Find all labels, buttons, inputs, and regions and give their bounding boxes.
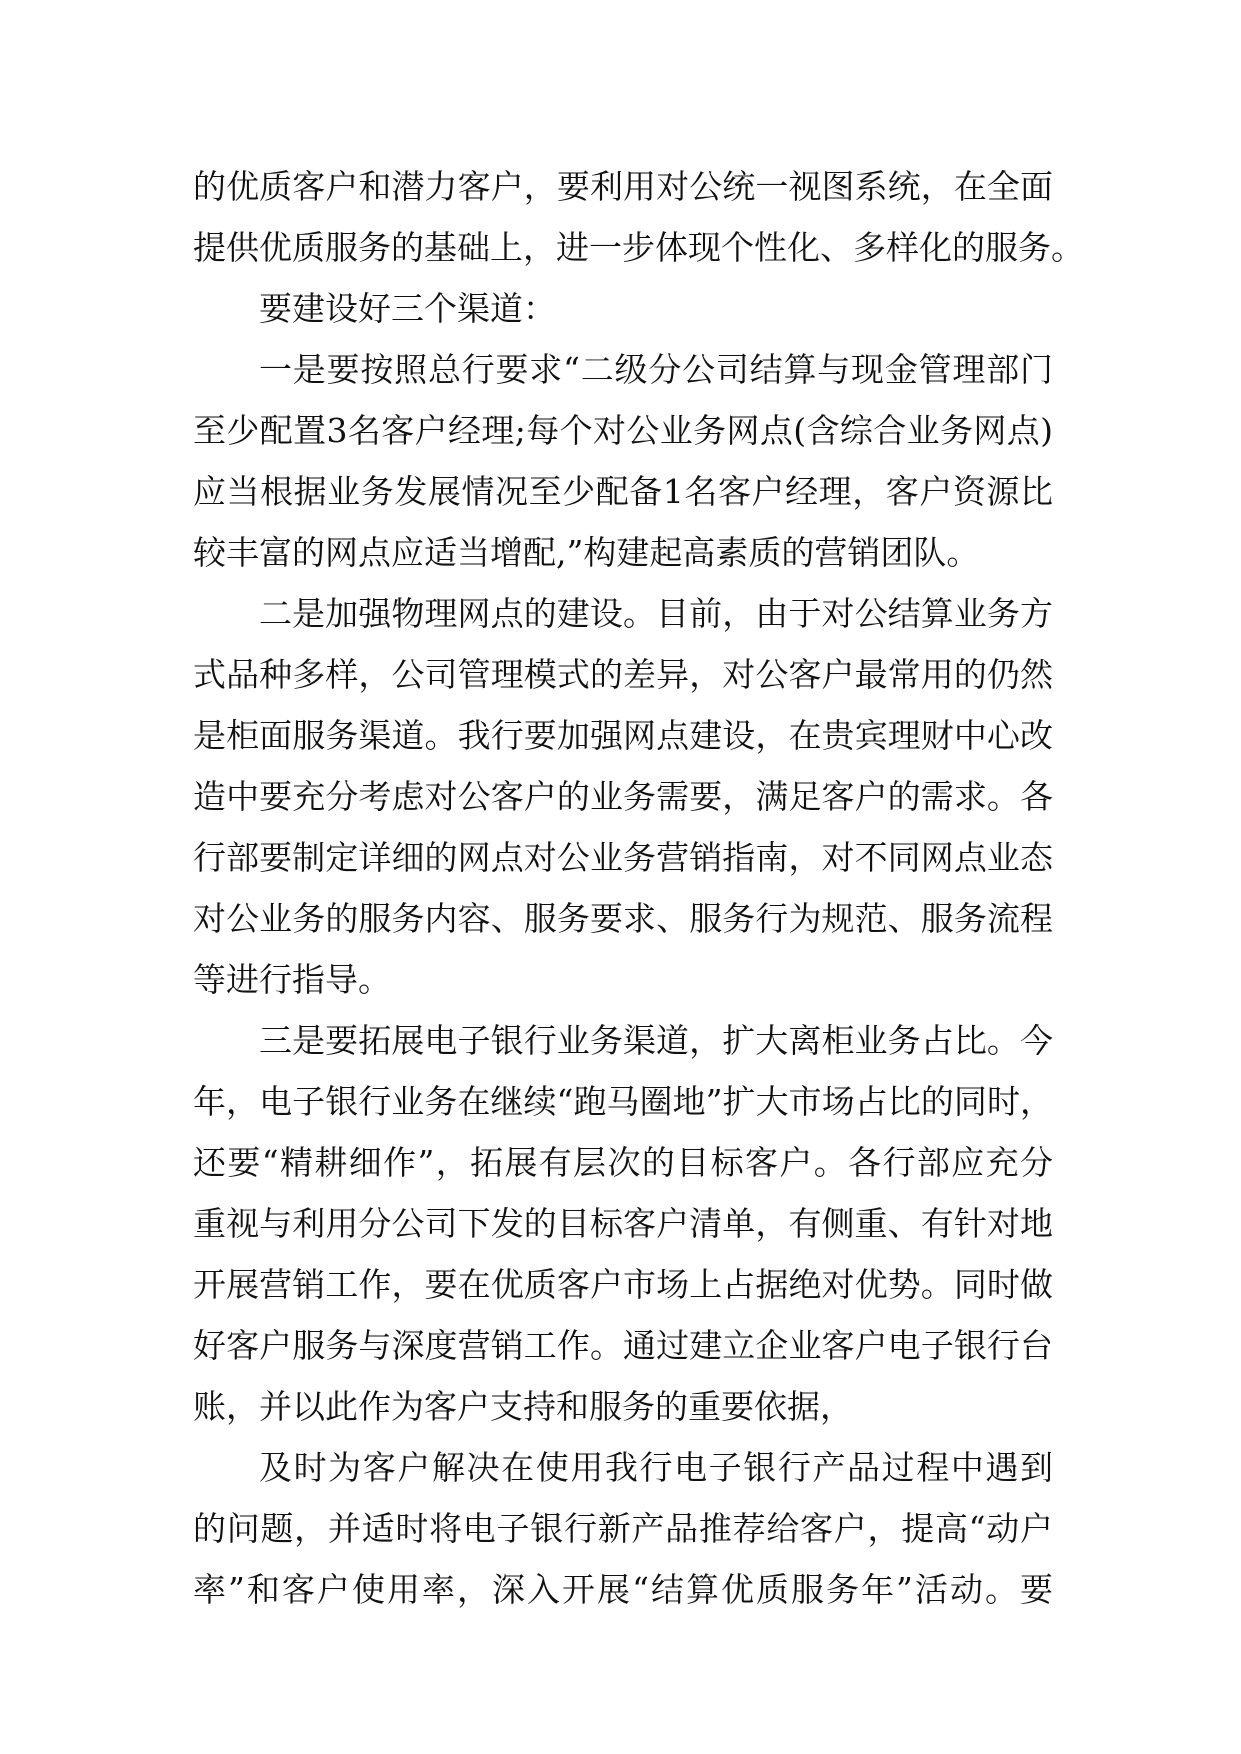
text-line: 还要“精耕细作”，拓展有层次的目标客户。各行部应充分 [193, 1143, 1053, 1182]
text-line: 式品种多样，公司管理模式的差异，对公客户最常用的仍然 [193, 655, 1053, 694]
text-line: 应当根据业务发展情况至少配备1名客户经理，客户资源比 [193, 472, 1053, 511]
text-line: 等进行指导。 [193, 960, 391, 999]
text-line: 三是要拓展电子银行业务渠道，扩大离柜业务占比。今 [259, 1021, 1053, 1060]
text-line: 要建设好三个渠道： [259, 289, 556, 328]
text-line: 重视与利用分公司下发的目标客户清单，有侧重、有针对地 [193, 1204, 1053, 1243]
document-body [193, 156, 1084, 1620]
text-line: 是柜面服务渠道。我行要加强网点建设，在贵宾理财中心改 [193, 716, 1053, 755]
text-line: 账，并以此作为客户支持和服务的重要依据， [193, 1387, 853, 1426]
text-line: 造中要充分考虑对公客户的业务需要，满足客户的需求。各 [193, 777, 1053, 816]
text-line: 行部要制定详细的网点对公业务营销指南，对不同网点业态 [193, 838, 1053, 877]
text-line: 提供优质服务的基础上，进一步体现个性化、多样化的服务。 [193, 228, 1084, 267]
text-line: 的问题，并适时将电子银行新产品推荐给客户，提高“动户 [193, 1509, 1053, 1548]
text-line: 率”和客户使用率，深入开展“结算优质服务年”活动。要 [193, 1570, 1053, 1609]
text-line: 及时为客户解决在使用我行电子银行产品过程中遇到 [259, 1448, 1053, 1487]
text-line: 的优质客户和潜力客户，要利用对公统一视图系统，在全面 [193, 167, 1053, 206]
text-line: 好客户服务与深度营销工作。通过建立企业客户电子银行台 [193, 1326, 1053, 1365]
text-line: 开展营销工作，要在优质客户市场上占据绝对优势。同时做 [193, 1265, 1053, 1304]
text-line: 至少配置3名客户经理;每个对公业务网点(含综合业务网点) [193, 411, 1053, 450]
text-line: 一是要按照总行要求“二级分公司结算与现金管理部门 [259, 350, 1053, 389]
text-line: 对公业务的服务内容、服务要求、服务行为规范、服务流程 [193, 899, 1053, 938]
text-line: 较丰富的网点应适当增配,”构建起高素质的营销团队。 [193, 533, 980, 572]
text-line: 年，电子银行业务在继续“跑马圈地”扩大市场占比的同时， [193, 1082, 1053, 1121]
text-line: 二是加强物理网点的建设。目前，由于对公结算业务方 [259, 594, 1053, 633]
